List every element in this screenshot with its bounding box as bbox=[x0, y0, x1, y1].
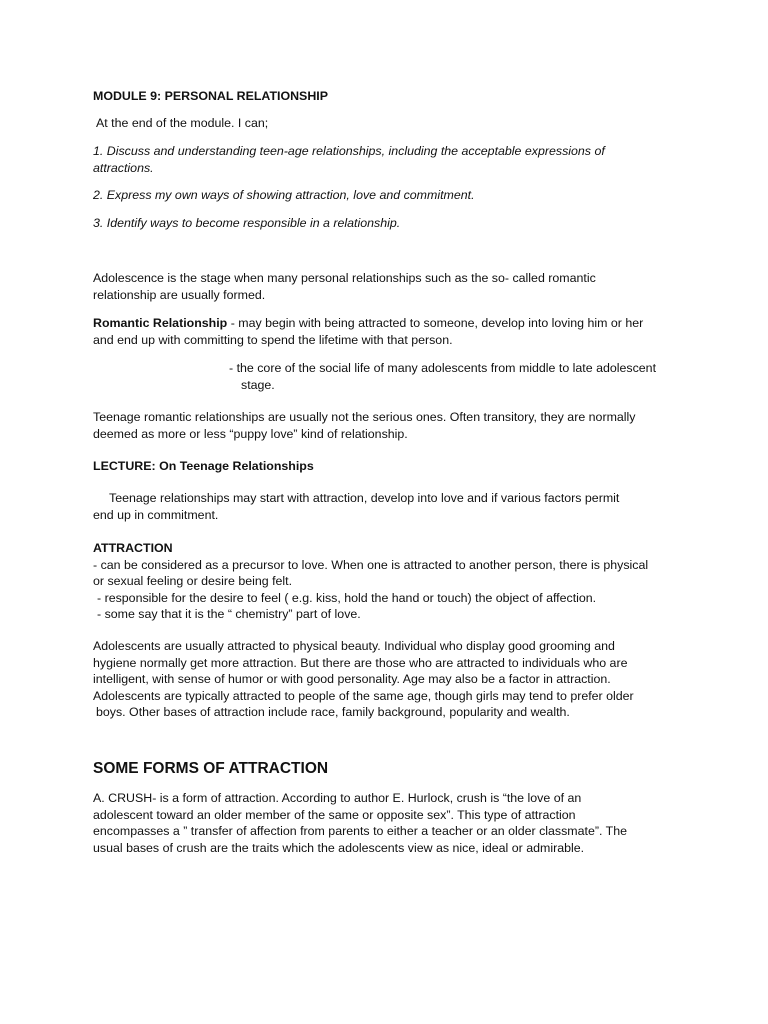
lecture-title bbox=[93, 458, 678, 475]
crush-line-1: A. CRUSH- is a form of attraction. According to author E. Hurlock, crush is “the love of an bbox=[93, 791, 582, 805]
paragraph-line: encompasses a ” transfer of affection from parents to either a teacher or an older classmate”. The bbox=[93, 824, 627, 838]
objective-2-text: 2. Express my own ways of showing attraction, love and commitment. bbox=[93, 188, 475, 202]
adolescents-paragraph bbox=[93, 638, 678, 721]
lecture-title-text: LECTURE: On Teenage Relationships bbox=[93, 459, 314, 473]
paragraph-line: hygiene normally get more attraction. But there are those who are attracted to individuals who are bbox=[93, 655, 628, 670]
attraction-section bbox=[93, 540, 678, 623]
objective-3 bbox=[93, 215, 678, 232]
intro-text: At the end of the module. I can; bbox=[96, 116, 269, 130]
adolescence-paragraph bbox=[93, 270, 678, 303]
core-line-1: - the core of the social life of many adolescents from middle to late adolescent bbox=[229, 361, 657, 375]
romantic-relationship-definition bbox=[93, 315, 678, 348]
paragraph-line: end up in commitment. bbox=[93, 507, 219, 522]
paragraph-line: Adolescence is the stage when many personal relationships such as the so- called romantic bbox=[93, 271, 596, 285]
intro-line bbox=[96, 115, 681, 132]
romantic-term: Romantic Relationship bbox=[93, 316, 228, 330]
objective-1-line-1: 1. Discuss and understanding teen-age relationships, including the acceptable expressions of bbox=[93, 144, 605, 158]
module-title-text: MODULE 9: PERSONAL RELATIONSHIP bbox=[93, 89, 328, 103]
forms-heading-text: SOME FORMS OF ATTRACTION bbox=[93, 760, 329, 777]
romantic-core-note bbox=[229, 360, 689, 393]
attraction-line: or sexual feeling or desire being felt. bbox=[93, 574, 293, 588]
attraction-heading: ATTRACTION bbox=[93, 541, 173, 555]
lecture-paragraph bbox=[93, 490, 678, 523]
paragraph-line: Adolescents are usually attracted to physical beauty. Individual who display good grooming and bbox=[93, 639, 615, 653]
romantic-line-1-rest: - may begin with being attracted to someone, develop into loving him or her bbox=[227, 316, 644, 330]
paragraph-line: Teenage relationships may start with attraction, develop into love and if various factors permit bbox=[109, 491, 620, 505]
paragraph-line: Adolescents are typically attracted to people of the same age, though girls may tend to prefer older bbox=[93, 688, 634, 703]
teenage-paragraph bbox=[93, 409, 678, 442]
objective-1 bbox=[93, 143, 678, 176]
crush-paragraph bbox=[93, 790, 678, 856]
attraction-line: - responsible for the desire to feel ( e.g. kiss, hold the hand or touch) the object of affection. bbox=[97, 590, 597, 605]
attraction-line: - can be considered as a precursor to love. When one is attracted to another person, there is physical bbox=[93, 557, 649, 572]
forms-heading bbox=[93, 759, 678, 779]
objective-1-line-2: attractions. bbox=[93, 160, 154, 175]
paragraph-line: intelligent, with sense of humor or with good personality. Age may also be a factor in attraction. bbox=[93, 672, 611, 686]
paragraph-line: usual bases of crush are the traits which the adolescents view as nice, ideal or admirable. bbox=[93, 840, 585, 855]
attraction-line: - some say that it is the “ chemistry” part of love. bbox=[97, 607, 361, 621]
romantic-line-1 bbox=[93, 315, 678, 332]
paragraph-line: adolescent toward an older member of the same or opposite sex”. This type of attraction bbox=[93, 807, 576, 822]
core-line-2: stage. bbox=[241, 377, 275, 392]
objective-2 bbox=[93, 187, 678, 204]
romantic-line-2: and end up with committing to spend the lifetime with that person. bbox=[93, 332, 453, 347]
paragraph-line: deemed as more or less “puppy love” kind of relationship. bbox=[93, 426, 408, 441]
paragraph-line: relationship are usually formed. bbox=[93, 287, 266, 302]
paragraph-line: boys. Other bases of attraction include race, family background, popularity and wealth. bbox=[96, 705, 570, 719]
objective-3-text: 3. Identify ways to become responsible in a relationship. bbox=[93, 216, 401, 230]
module-title bbox=[93, 88, 678, 105]
paragraph-line: Teenage romantic relationships are usually not the serious ones. Often transitory, they are normally bbox=[93, 410, 636, 424]
